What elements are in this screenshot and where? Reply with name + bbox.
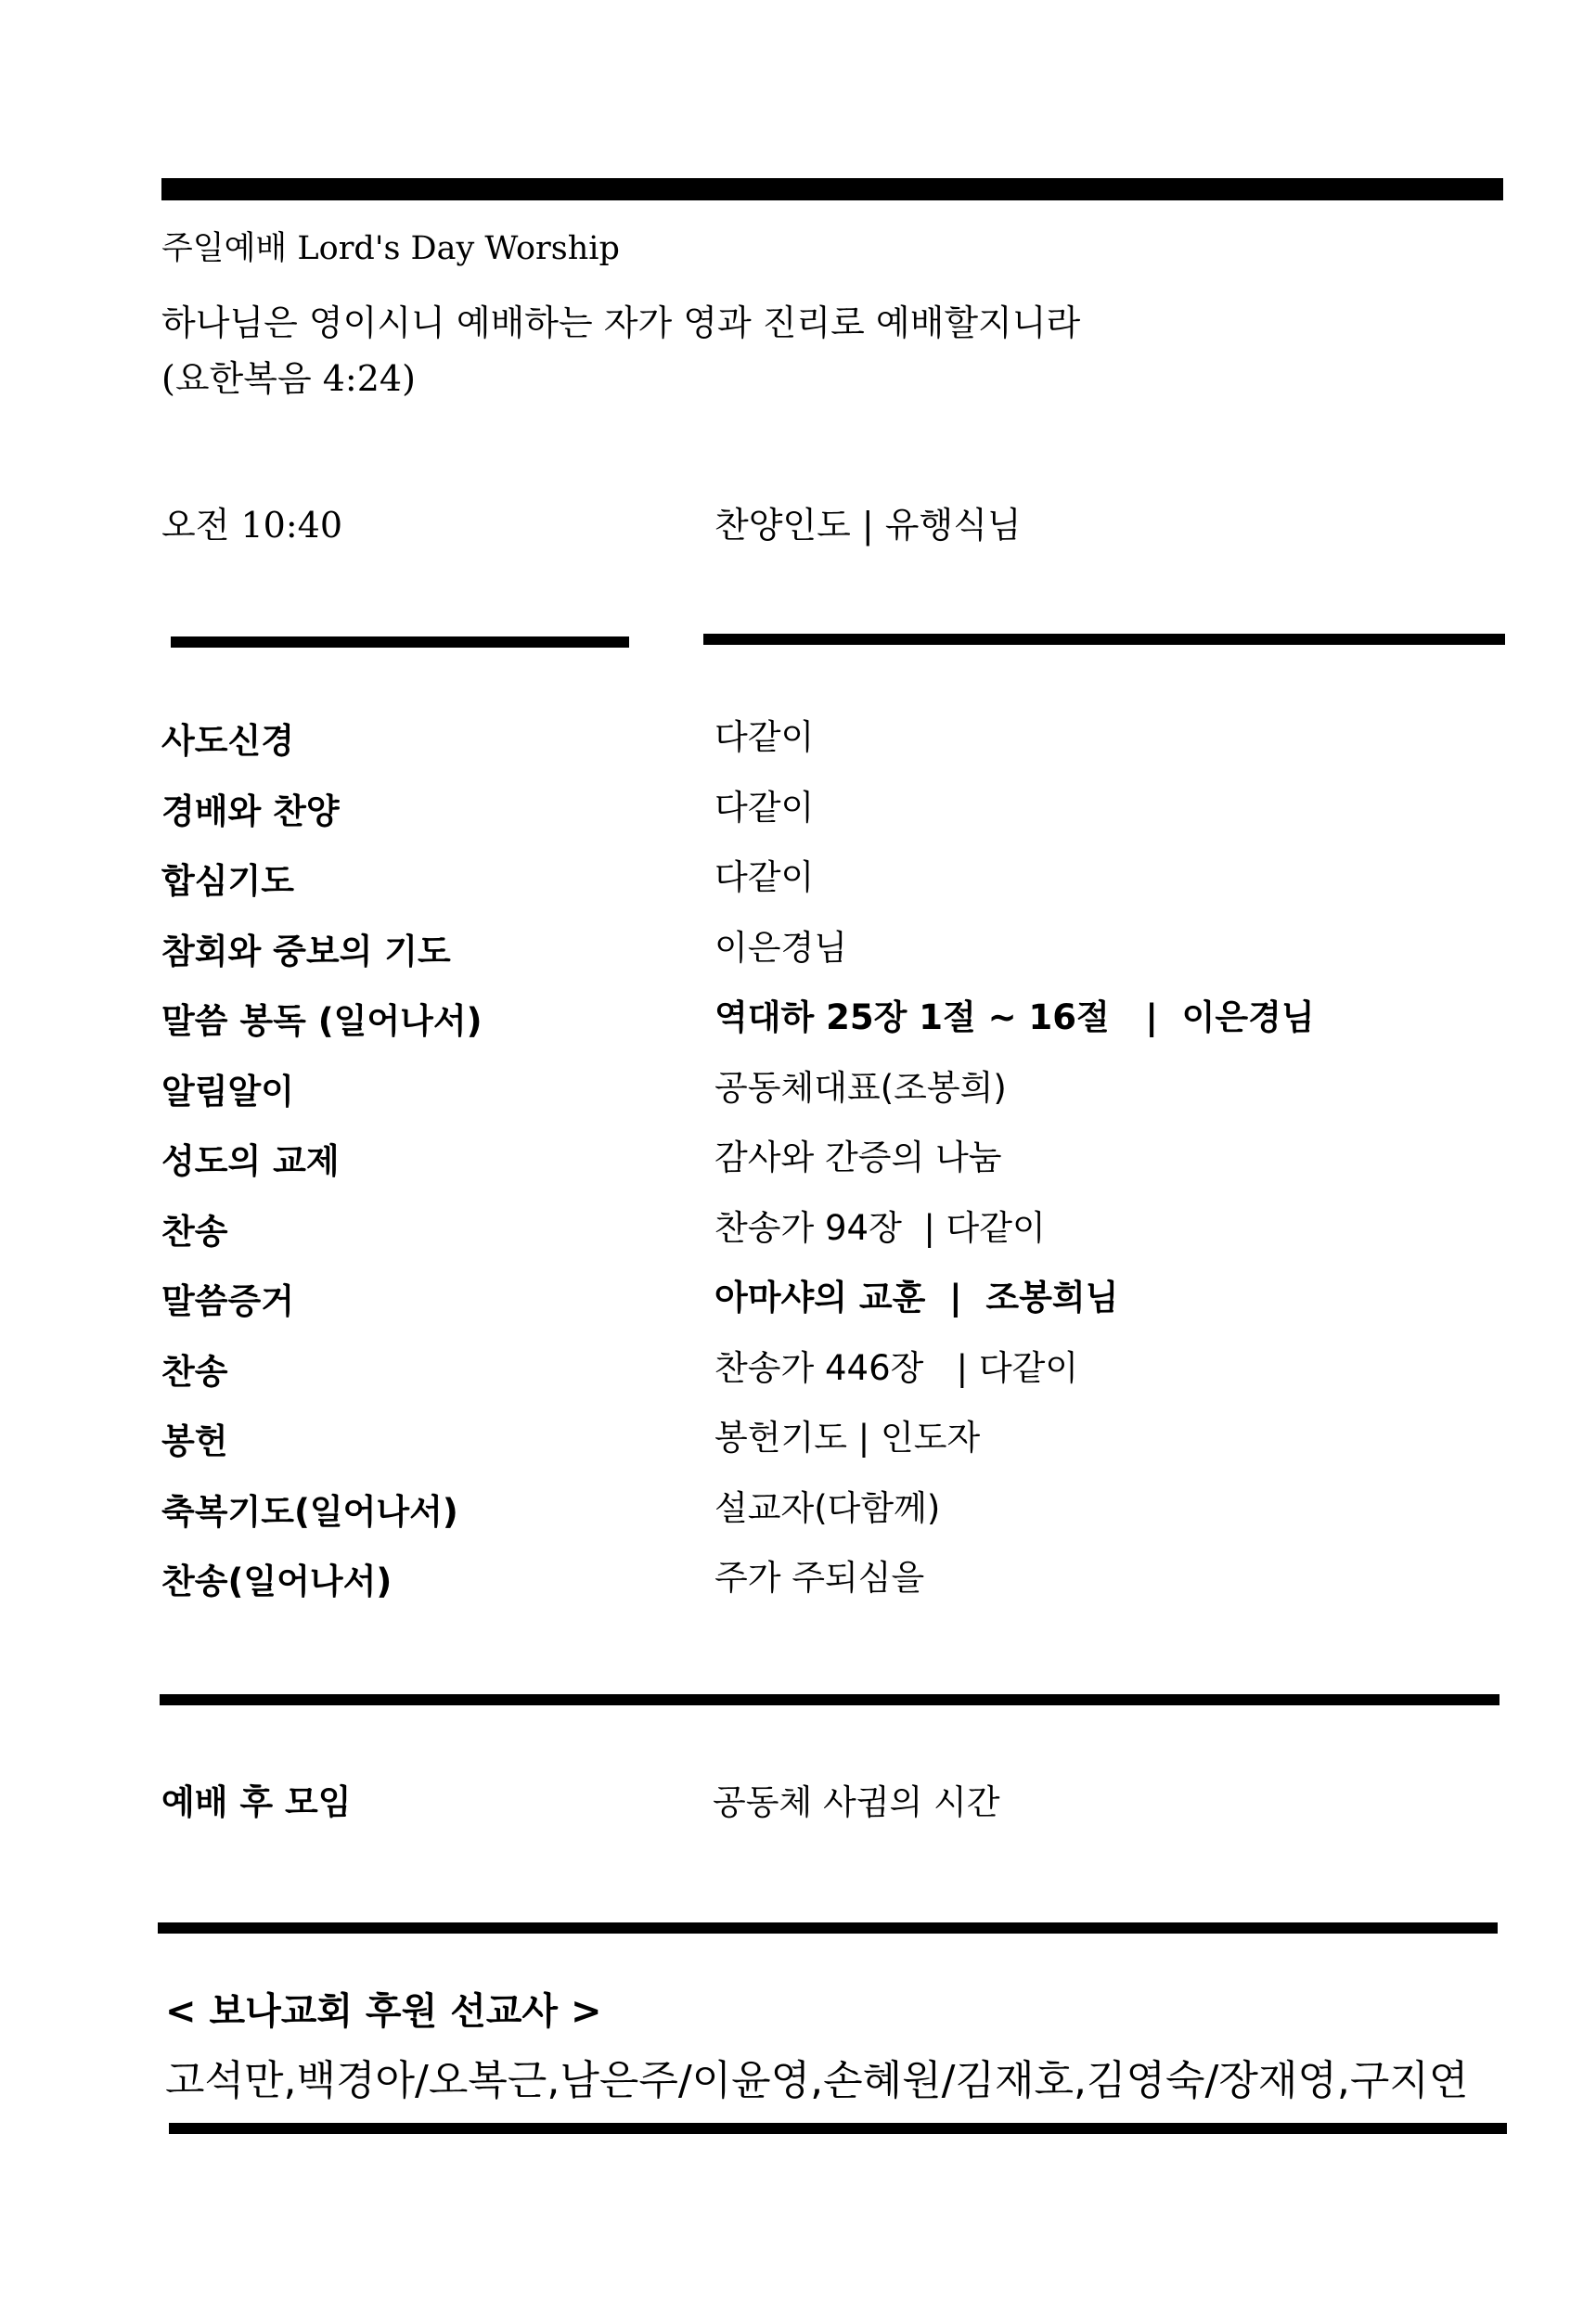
- order-item-detail: 찬송가 446장 | 다같이: [714, 1347, 1079, 1388]
- order-item-detail: 찬송가 94장 | 다같이: [714, 1207, 1046, 1248]
- order-row: [161, 1063, 1461, 1134]
- worship-leader: 찬양인도 | 유행식님: [714, 505, 1022, 546]
- order-of-service: [161, 713, 1461, 1624]
- order-item-detail: 봉헌기도 | 인도자: [714, 1418, 981, 1458]
- after-service-value: 공동체 사귐의 시간: [713, 1782, 1000, 1822]
- missionary-names: 고석만,백경아/오복근,남은주/이윤영,손혜원/김재호,김영숙/장재영,구지연: [165, 2057, 1469, 2104]
- order-item-name: 축복기도(일어나서): [161, 1491, 458, 1532]
- order-item-name: 참회와 중보의 기도: [161, 931, 451, 971]
- after-service-label: 예배 후 모임: [161, 1782, 352, 1822]
- missionary-section-title: < 보나교회 후원 선교사 >: [165, 1990, 602, 2033]
- order-item-detail: 역대하 25장 1절 ~ 16절 | 이은경님: [714, 997, 1315, 1037]
- order-right-rule: [703, 634, 1505, 645]
- order-row: [161, 923, 1461, 994]
- order-item-name: 찬송(일어나서): [161, 1562, 393, 1601]
- scripture-verse-reference: (요한복음 4:24): [161, 358, 416, 399]
- order-item-detail: 다같이: [714, 857, 815, 897]
- order-item-name: 성도의 교제: [161, 1141, 340, 1181]
- order-row: [161, 1343, 1461, 1414]
- order-item-name: 찬송: [161, 1211, 228, 1252]
- order-row: [161, 1553, 1461, 1624]
- order-item-detail: 공동체대표(조봉희): [714, 1067, 1007, 1108]
- missionary-bottom-rule: [169, 2123, 1507, 2134]
- order-row: [161, 783, 1461, 854]
- order-item-name: 합심기도: [161, 861, 294, 901]
- order-row: [161, 1133, 1461, 1203]
- header-top-rule: [161, 178, 1503, 200]
- scripture-verse-text: 하나님은 영이시니 예배하는 자가 영과 진리로 예배할지니라: [161, 302, 1081, 343]
- service-time: 오전 10:40: [161, 505, 343, 546]
- worship-title-en: Lord's Day Worship: [297, 230, 620, 267]
- order-item-detail: 다같이: [714, 717, 815, 757]
- order-item-name: 말씀 봉독 (일어나서): [161, 1001, 483, 1041]
- order-row: [161, 1273, 1461, 1343]
- order-item-name: 알림알이: [161, 1071, 294, 1112]
- order-row: [161, 993, 1461, 1063]
- order-item-name: 경배와 찬양: [161, 791, 340, 831]
- order-item-detail: 설교자(다함께): [714, 1487, 941, 1528]
- order-row: [161, 853, 1461, 923]
- order-item-detail: 아마샤의 교훈 | 조봉희님: [714, 1278, 1119, 1318]
- order-item-name: 봉헌: [161, 1421, 228, 1461]
- scripture-verse: [161, 295, 1080, 406]
- order-row: [161, 1203, 1461, 1274]
- order-item-name: 사도신경: [161, 721, 294, 761]
- order-item-detail: 감사와 간증의 나눔: [714, 1138, 1002, 1177]
- worship-title-ko: 주일예배: [161, 230, 288, 267]
- after-service-rule: [160, 1694, 1499, 1705]
- order-item-detail: 주가 주되심을: [714, 1558, 925, 1598]
- worship-title: [161, 223, 620, 269]
- order-item-name: 찬송: [161, 1351, 228, 1392]
- order-left-rule: [171, 636, 629, 648]
- order-item-detail: 다같이: [714, 787, 815, 828]
- missionary-top-rule: [158, 1922, 1498, 1934]
- order-row: [161, 1484, 1461, 1554]
- order-item-name: 말씀증거: [161, 1281, 294, 1321]
- order-row: [161, 713, 1461, 783]
- order-item-detail: 이은경님: [714, 927, 847, 968]
- order-row: [161, 1413, 1461, 1484]
